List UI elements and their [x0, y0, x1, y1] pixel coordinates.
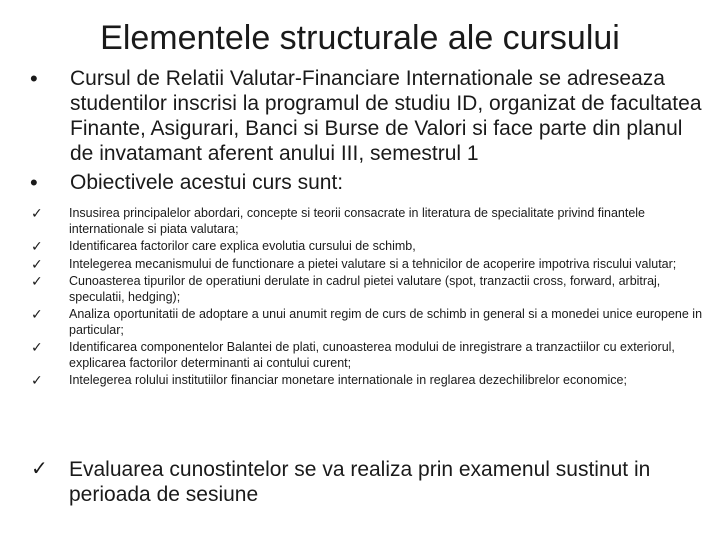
objective-item: [31, 307, 716, 338]
objective-item: [31, 239, 716, 255]
slide-title: Elementele structurale ale cursului: [100, 19, 620, 57]
objective-text: Intelegerea mecanismului de functionare a pietei valutare si a tehnicilor de acoperire impotriva riscului valutar;: [69, 256, 677, 271]
objective-item: [31, 373, 716, 389]
bullet-list: [30, 66, 710, 199]
bullet-item: [30, 170, 710, 195]
objective-text: Insusirea principalelor abordari, concepte si teorii consacrate in literatura de specialitate privind finantele internationale si piata valutara;: [69, 206, 646, 236]
bullet-text: Cursul de Relatii Valutar-Financiare Internationale se adreseaza studentilor inscrisi la programul de studiu ID, organizat de facultatea Finante, Asigurari, Banci si Burse de Valori si face parte din planul de invatamant aferent anului III, semestrul 1: [70, 67, 702, 165]
checkmark-icon: ✓: [31, 238, 43, 254]
objective-item: [31, 274, 716, 305]
objective-item: [31, 340, 716, 371]
objective-text: Identificarea factorilor care explica evolutia cursului de schimb,: [69, 239, 416, 253]
objectives-list: [31, 206, 716, 391]
checkmark-icon: ✓: [31, 255, 43, 272]
objective-item: [31, 206, 716, 237]
checkmark-icon: ✓: [31, 205, 43, 221]
objective-text: Cunoasterea tipurilor de operatiuni derulate in cadrul pietei valutare (spot, tranzactii cross, forward, arbitraj, speculatii, hedging);: [69, 274, 661, 304]
objective-text: Intelegerea rolului institutiilor financiar monetare internationale in reglarea dezechilibrelor economice;: [69, 373, 627, 387]
checkmark-icon: ✓: [31, 306, 43, 322]
objective-text: Analiza oportunitatii de adoptare a unui anumit regim de curs de schimb in general si a monedei unice europene in particular;: [69, 307, 703, 337]
bullet-dot-icon: •: [30, 66, 38, 91]
objective-item: [31, 257, 716, 273]
checkmark-icon: ✓: [31, 273, 43, 289]
evaluation-item: [31, 457, 701, 507]
bullet-item: [30, 66, 710, 166]
checkmark-icon: ✓: [31, 339, 43, 355]
bullet-dot-icon: •: [30, 170, 38, 195]
checkmark-icon: ✓: [31, 372, 43, 388]
bullet-text: Obiectivele acestui curs sunt:: [70, 171, 344, 194]
checkmark-icon: ✓: [31, 458, 48, 480]
evaluation-text: Evaluarea cunostintelor se va realiza prin examenul sustinut in perioada de sesiune: [69, 458, 651, 506]
objective-text: Identificarea componentelor Balantei de plati, cunoasterea modului de inregistrare a tranzactiilor cu exteriorul, explicarea factorilor determinanti ai contului curent;: [69, 340, 675, 370]
